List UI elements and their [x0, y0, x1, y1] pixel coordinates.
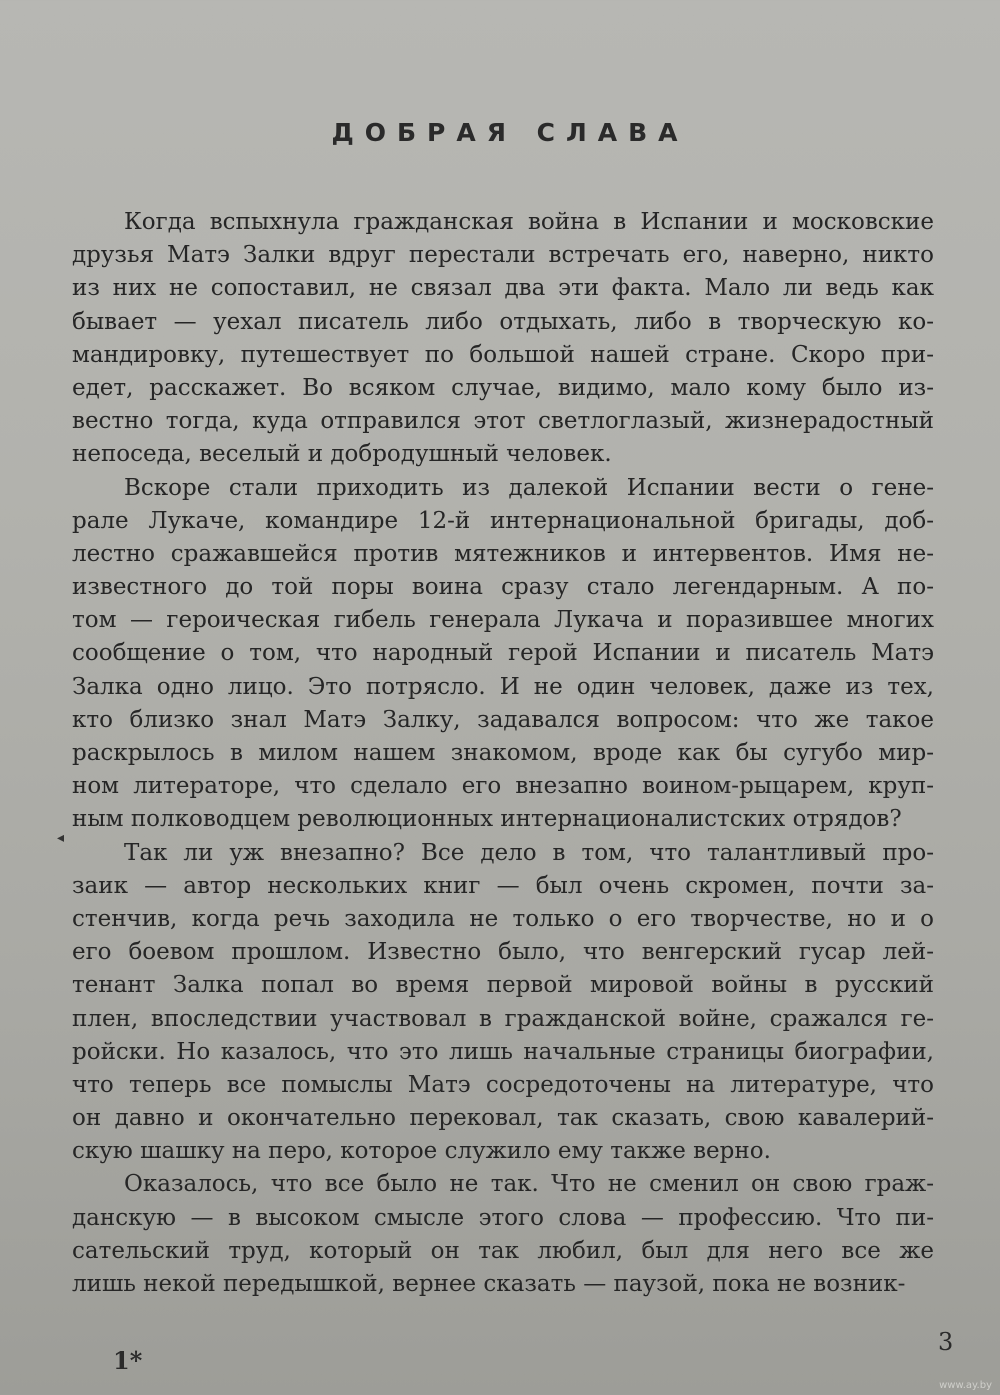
- text-line: заик — автор нескольких книг — был очень скромен, почти за-: [72, 872, 934, 899]
- text-line: едет, расскажет. Во всяком случае, видимо, мало кому было из-: [72, 374, 934, 401]
- text-line: ным полководцем революционных интернационалистских отрядов?: [72, 806, 902, 833]
- text-line: Вскоре стали приходить из далекой Испании вести о гене-: [124, 474, 934, 501]
- text-line: стенчив, когда речь заходила не только о его творчестве, но и о: [72, 905, 934, 932]
- text-line: Залка одно лицо. Это потрясло. И не один человек, даже из тех,: [72, 673, 934, 700]
- chapter-title: ДОБРАЯ СЛАВА: [331, 118, 689, 147]
- text-line: ном литераторе, что сделало его внезапно воином-рыцарем, круп-: [72, 773, 934, 800]
- page-number: 3: [938, 1328, 954, 1356]
- text-line: его боевом прошлом. Известно было, что венгерский гусар лей-: [72, 939, 934, 966]
- text-line: известного до той поры воина сразу стало легендарным. А по-: [72, 574, 934, 601]
- text-line: бывает — уехал писатель либо отдыхать, либо в творческую ко-: [72, 308, 934, 335]
- text-line: сательский труд, который он так любил, был для него все же: [72, 1237, 934, 1264]
- text-line: Оказалось, что все было не так. Что не сменил он свою граж-: [124, 1171, 934, 1198]
- paragraph: [72, 837, 934, 1169]
- text-line: ройски. Но казалось, что это лишь начальные страницы биографии,: [72, 1038, 934, 1065]
- paragraph: [72, 1168, 934, 1301]
- text-line: кто близко знал Матэ Залку, задавался вопросом: что же такое: [72, 706, 934, 733]
- text-line: Так ли уж внезапно? Все дело в том, что талантливый про-: [124, 839, 934, 866]
- text-line: данскую — в высоком смысле этого слова — профессию. Что пи-: [72, 1204, 934, 1231]
- text-line: мандировку, путешествует по большой нашей стране. Скоро при-: [72, 341, 934, 368]
- text-line: друзья Матэ Залки вдруг перестали встречать его, наверно, никто: [72, 242, 934, 269]
- margin-mark: ◂: [57, 830, 65, 846]
- text-line: том — героическая гибель генерала Лукача и поразившее многих: [72, 607, 934, 634]
- text-line: вестно тогда, куда отправился этот светлоглазый, жизнерадостный: [72, 408, 934, 435]
- text-line: непоседа, веселый и добродушный человек.: [72, 441, 612, 468]
- text-line: он давно и окончательно перековал, так сказать, свою кавалерий-: [72, 1105, 934, 1132]
- text-line: лишь некой передышкой, вернее сказать — паузой, пока не возник-: [72, 1271, 906, 1297]
- text-line: что теперь все помыслы Матэ сосредоточены на литературе, что: [72, 1071, 934, 1098]
- paragraph: [72, 206, 934, 472]
- text-line: скую шашку на перо, которое служило ему также верно.: [72, 1138, 771, 1165]
- signature-mark: 1*: [113, 1346, 143, 1375]
- text-line: сообщение о том, что народный герой Испании и писатель Матэ: [72, 640, 934, 667]
- text-line: раскрылось в милом нашем знакомом, вроде как бы сугубо мир-: [72, 740, 934, 766]
- paragraph: [72, 472, 934, 837]
- text-line: лестно сражавшейся против мятежников и интервентов. Имя не-: [72, 540, 934, 567]
- body-text: [72, 206, 934, 1301]
- text-line: из них не сопоставил, не связал два эти факта. Мало ли ведь как: [72, 275, 934, 302]
- watermark: www.ay.by: [939, 1380, 992, 1391]
- text-line: плен, впоследствии участвовал в гражданской войне, сражался ге-: [72, 1005, 934, 1032]
- text-line: тенант Залка попал во время первой мировой войны в русский: [72, 972, 934, 999]
- text-line: Когда вспыхнула гражданская война в Испании и московские: [124, 209, 934, 235]
- text-line: рале Лукаче, командире 12-й интернациональной бригады, доб-: [72, 507, 934, 534]
